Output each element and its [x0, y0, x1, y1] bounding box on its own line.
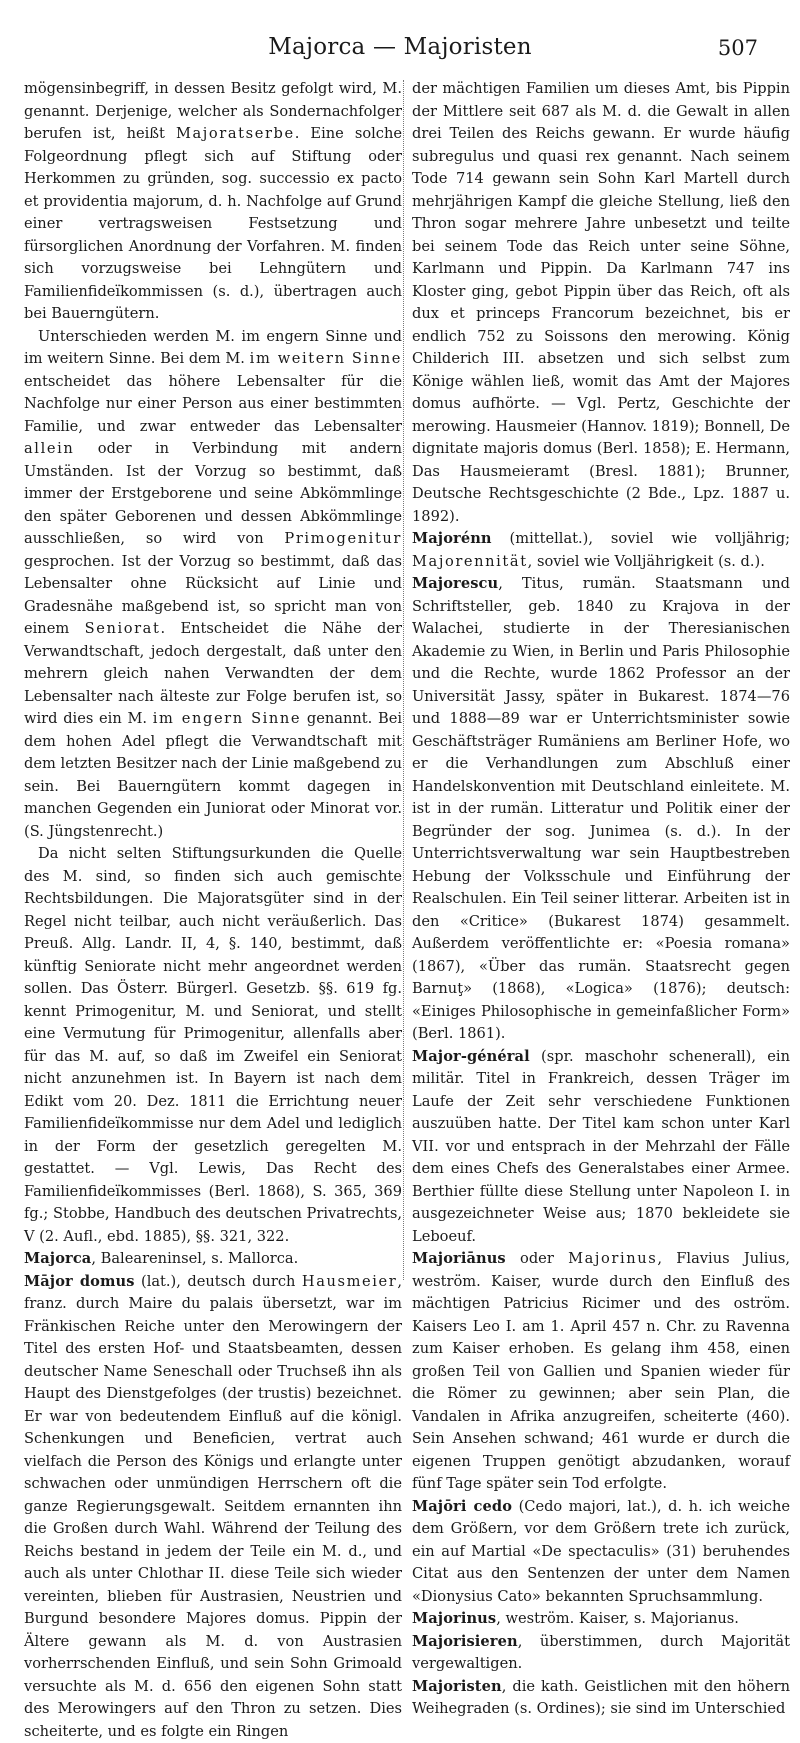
entry-text: , Baleareninsel, s. Mallorca.	[91, 1250, 298, 1267]
entry-text: . Eine solche Folgeordnung pflegt sich auf Stiftung oder Herkommen zu gründen, sog. successio ex pacto et providentia majorum, d. h. Nachfolge auf Grund einer vertragsweisen Festsetzung und fürsorglichen Anordnung der Vorfahren. M. finden sich vorzugsweise bei Lehngütern und Familienfideïkommissen (s. d.), übertragen auch bei Bauerngütern.	[24, 125, 402, 322]
entry-text: entscheidet das höhere Lebensalter für die Nachfolge nur einer Person aus einer bestimmten Familie, und zwar entweder das Lebensalter	[24, 373, 402, 435]
left-column	[24, 78, 402, 1743]
entry-text: gesprochen. Ist der Vorzug so bestimmt, daß das Lebensalter ohne Rücksicht auf Linie und Gradesnähe maßgebend ist, so spricht man von einem	[24, 553, 402, 638]
spaced-term: Primogenitur	[284, 530, 402, 547]
entry-text: , franz. durch Maire du palais übersetzt, war im Fränkischen Reiche unter den Merowingern der Titel des ersten Hof- und Staatsbeamten, dessen deutscher Name Seneschall oder Truchseß ihn als Haupt des Dienstgefolges (der trustis) bezeichnet. Er war von bedeutendem Einfluß auf die königl. Schenkungen und Beneficien, vertrat auch vielfach die Person des Königs und erlangte unter schwachen oder unmündigen Herrschern oft die ganze Regierungsgewalt. Seitdem ernannten ihn die Großen durch Wahl. Während der Teilung des Reichs bestand in jedem der Teile ein M. d., und auch als unter Chlothar II. diese Teile sich wieder vereinten, blieben für Austrasien, Neustrien und Burgund besondere Majores domus. Pippin der Ältere gewann als M. d. von Austrasien vorherrschenden Einfluß, und sein Sohn Grimoald versuchte als M. d. 656 den eigenen Sohn statt des Merowingers auf den Thron zu setzen. Dies scheiterte, und es folgte ein Ringen	[24, 1273, 402, 1740]
entry-headword: Majorénn	[412, 530, 492, 547]
entry-headword: Majōri cedo	[412, 1498, 512, 1515]
entry-text: oder	[506, 1250, 568, 1267]
dictionary-entry-paragraph	[24, 326, 402, 844]
entry-text: , überstimmen, durch Majorität vergewaltigen.	[412, 1633, 790, 1673]
entry-headword: Majorca	[24, 1250, 91, 1267]
dictionary-entry-paragraph	[24, 78, 402, 326]
page-header	[0, 30, 800, 70]
entry-headword: Majoriānus	[412, 1250, 506, 1267]
spaced-term: Majorinus	[568, 1250, 657, 1267]
entry-text: (mittellat.), soviel wie volljährig;	[492, 530, 790, 547]
dictionary-entry-paragraph	[412, 1676, 790, 1721]
entry-text: mögensinbegriff, in dessen Besitz gefolgt wird, M. genannt. Derjenige, welcher als Sondernachfolger berufen ist, heißt	[24, 80, 402, 142]
entry-headword: Majorinus	[412, 1610, 496, 1627]
spaced-term: Hausmeier	[302, 1273, 397, 1290]
spaced-term: im weitern Sinne	[250, 350, 402, 367]
spaced-term: Seniorat	[85, 620, 161, 637]
dictionary-entry-paragraph	[412, 1496, 790, 1609]
entry-text: . Entscheidet die Nähe der Verwandtschaft, jedoch dergestalt, daß unter den mehrern gleich nahen Verwandten der dem Lebensalter nach älteste zur Folge berufen ist, so wird dies ein M.	[24, 620, 402, 727]
entry-text: , weström. Kaiser, s. Majorianus.	[496, 1610, 739, 1627]
dictionary-entry-paragraph	[412, 573, 790, 1046]
running-title: Majorca — Majoristen	[0, 34, 800, 60]
entry-text: Unterschieden werden M. im engern Sinne und im weitern Sinne. Bei dem M.	[24, 328, 402, 368]
spaced-term: allein	[24, 440, 74, 457]
entry-text: , soviel wie Volljährigkeit (s. d.).	[528, 553, 765, 570]
entry-headword: Mājor domus	[24, 1273, 135, 1290]
entry-text: (lat.), deutsch durch	[135, 1273, 302, 1290]
entry-text: der mächtigen Familien um dieses Amt, bis Pippin der Mittlere seit 687 als M. d. die Gewalt in allen drei Teilen des Reichs gewann. Er wurde häufig subregulus und quasi rex genannt. Nach seinem Tode 714 gewann sein Sohn Karl Martell durch mehrjährigen Kampf die gleiche Stellung, ließ den Thron sogar mehrere Jahre unbesetzt und teilte bei seinem Tode das Reich unter seine Söhne, Karlmann und Pippin. Da Karlmann 747 ins Kloster ging, gebot Pippin über das Reich, oft als dux et princeps Francorum bezeichnet, bis er endlich 752 zu Soissons den merowing. König Childerich III. absetzen und sich selbst zum Könige wählen ließ, womit das Amt der Majores domus aufhörte. — Vgl. Pertz, Geschichte der merowing. Hausmeier (Hannov. 1819); Bonnell, De dignitate majoris domus (Berl. 1858); E. Hermann, Das Hausmeieramt (Bresl. 1881); Brunner, Deutsche Rechtsgeschichte (2 Bde., Lpz. 1887 u. 1892).	[412, 80, 790, 525]
entry-text: , Titus, rumän. Staatsmann und Schriftsteller, geb. 1840 zu Krajova in der Walachei, studierte in der Theresianischen Akademie zu Wien, in Berlin und Paris Philosophie und die Rechte, wurde 1862 Professor an der Universität Jassy, später in Bukarest. 1874—76 und 1888—89 war er Unterrichtsminister sowie Geschäftsträger Rumäniens am Berliner Hofe, wo er die Verhandlungen zum Abschluß einer Handelskonvention mit Deutschland einleitete. M. ist in der rumän. Litteratur und Politik einer der Begründer der sog. Junimea (s. d.). In der Unterrichtsverwaltung war sein Hauptbestreben Hebung der Volksschule und Einführung der Realschulen. Ein Teil seiner litterar. Arbeiten ist in den «Critice» (Bukarest 1874) gesammelt. Außerdem veröffentlichte er: «Poesia romana» (1867), «Über das rumän. Staatsrecht gegen Barnuţ» (1868), «Logica» (1876); deutsch: «Einiges Philosophische in gemeinfaßlicher Form» (Berl. 1861).	[412, 575, 790, 1042]
entry-text: (Cedo majori, lat.), d. h. ich weiche dem Größern, vor dem Größern trete ich zurück, ein auf Martial «De spectaculis» (31) beruhendes Citat aus den Sentenzen der unter dem Namen «Dionysius Cato» bekannten Spruchsammlung.	[412, 1498, 790, 1605]
dictionary-entry-paragraph	[412, 528, 790, 573]
dictionary-entry-paragraph	[412, 1046, 790, 1249]
entry-text: Da nicht selten Stiftungsurkunden die Quelle des M. sind, so finden sich auch gemischte Rechtsbildungen. Die Majoratsgüter sind in der Regel nicht teilbar, auch nicht veräußerlich. Das Preuß. Allg. Landr. II, 4, §. 140, bestimmt, daß künftig Seniorate nicht mehr angeordnet werden sollen. Das Österr. Bürgerl. Gesetzb. §§. 619 fg. kennt Primogenitur, M. und Seniorat, und stellt eine Vermutung für Primogenitur, allenfalls aber für das M. auf, so daß im Zweifel ein Seniorat nicht anzunehmen ist. In Bayern ist nach dem Edikt vom 20. Dez. 1811 die Errichtung neuer Familienfideïkommisse nur dem Adel und lediglich in der Form der gesetzlich geregelten M. gestattet. — Vgl. Lewis, Das Recht des Familienfideïkommisses (Berl. 1868), S. 365, 369 fg.; Stobbe, Handbuch des deutschen Privatrechts, V (2. Aufl., ebd. 1885), §§. 321, 322.	[24, 845, 402, 1245]
entry-text: , Flavius Julius, weström. Kaiser, wurde durch den Einfluß des mächtigen Patricius Ricimer und des oström. Kaisers Leo I. am 1. April 457 n. Chr. zu Ravenna zum Kaiser erhoben. Es gelang ihm 458, einen großen Teil von Gallien und Spanien wieder für die Römer zu gewinnen; aber sein Plan, die Vandalen in Afrika anzugreifen, scheiterte (460). Sein Ansehen schwand; 461 wurde er durch die eigenen Truppen genötigt abzudanken, worauf fünf Tage später sein Tod erfolgte.	[412, 1250, 790, 1492]
entry-text: (spr. maschohr schenerall), ein militär. Titel in Frankreich, dessen Träger im Laufe der Zeit sehr verschiedene Funktionen auszuüben hatte. Der Titel kam schon unter Karl VII. vor und entsprach in der Mehrzahl der Fälle dem eines Chefs des Generalstabes einer Armee. Berthier füllte diese Stellung unter Napoleon I. in ausgezeichneter Weise aus; 1870 bekleidete sie Leboeuf.	[412, 1048, 790, 1245]
right-column	[412, 78, 790, 1721]
entry-text: , die kath. Geistlichen mit den höhern Weihegraden (s. Ordines); sie sind im Unterschied	[412, 1678, 790, 1718]
dictionary-entry-paragraph	[412, 1248, 790, 1496]
spaced-term: im engern Sinne	[153, 710, 301, 727]
spaced-term: Majoratserbe	[176, 125, 295, 142]
dictionary-entry-paragraph	[412, 78, 790, 528]
dictionary-entry-paragraph	[412, 1631, 790, 1676]
entry-headword: Major-général	[412, 1048, 530, 1065]
entry-text: genannt. Bei dem hohen Adel pflegt die Verwandtschaft mit dem letzten Besitzer nach der Linie maßgebend zu sein. Bei Bauerngütern kommt dagegen in manchen Gegenden ein Juniorat oder Minorat vor. (S. Jüngstenrecht.)	[24, 710, 402, 840]
page-number: 507	[718, 36, 758, 60]
column-divider	[403, 80, 404, 1280]
spaced-term: Majorennität	[412, 553, 528, 570]
dictionary-entry-paragraph	[24, 1271, 402, 1743]
dictionary-entry-paragraph	[412, 1608, 790, 1631]
entry-headword: Majorescu	[412, 575, 498, 592]
dictionary-entry-paragraph	[24, 1248, 402, 1271]
entry-text: oder in Verbindung mit andern Umständen. Ist der Vorzug so bestimmt, daß immer der Erstgeborene und seine Abkömmlinge den später Geborenen und dessen Abkömmlinge ausschließen, so wird von	[24, 440, 402, 547]
entry-headword: Majoristen	[412, 1678, 502, 1695]
entry-headword: Majorisieren	[412, 1633, 518, 1650]
dictionary-entry-paragraph	[24, 843, 402, 1248]
